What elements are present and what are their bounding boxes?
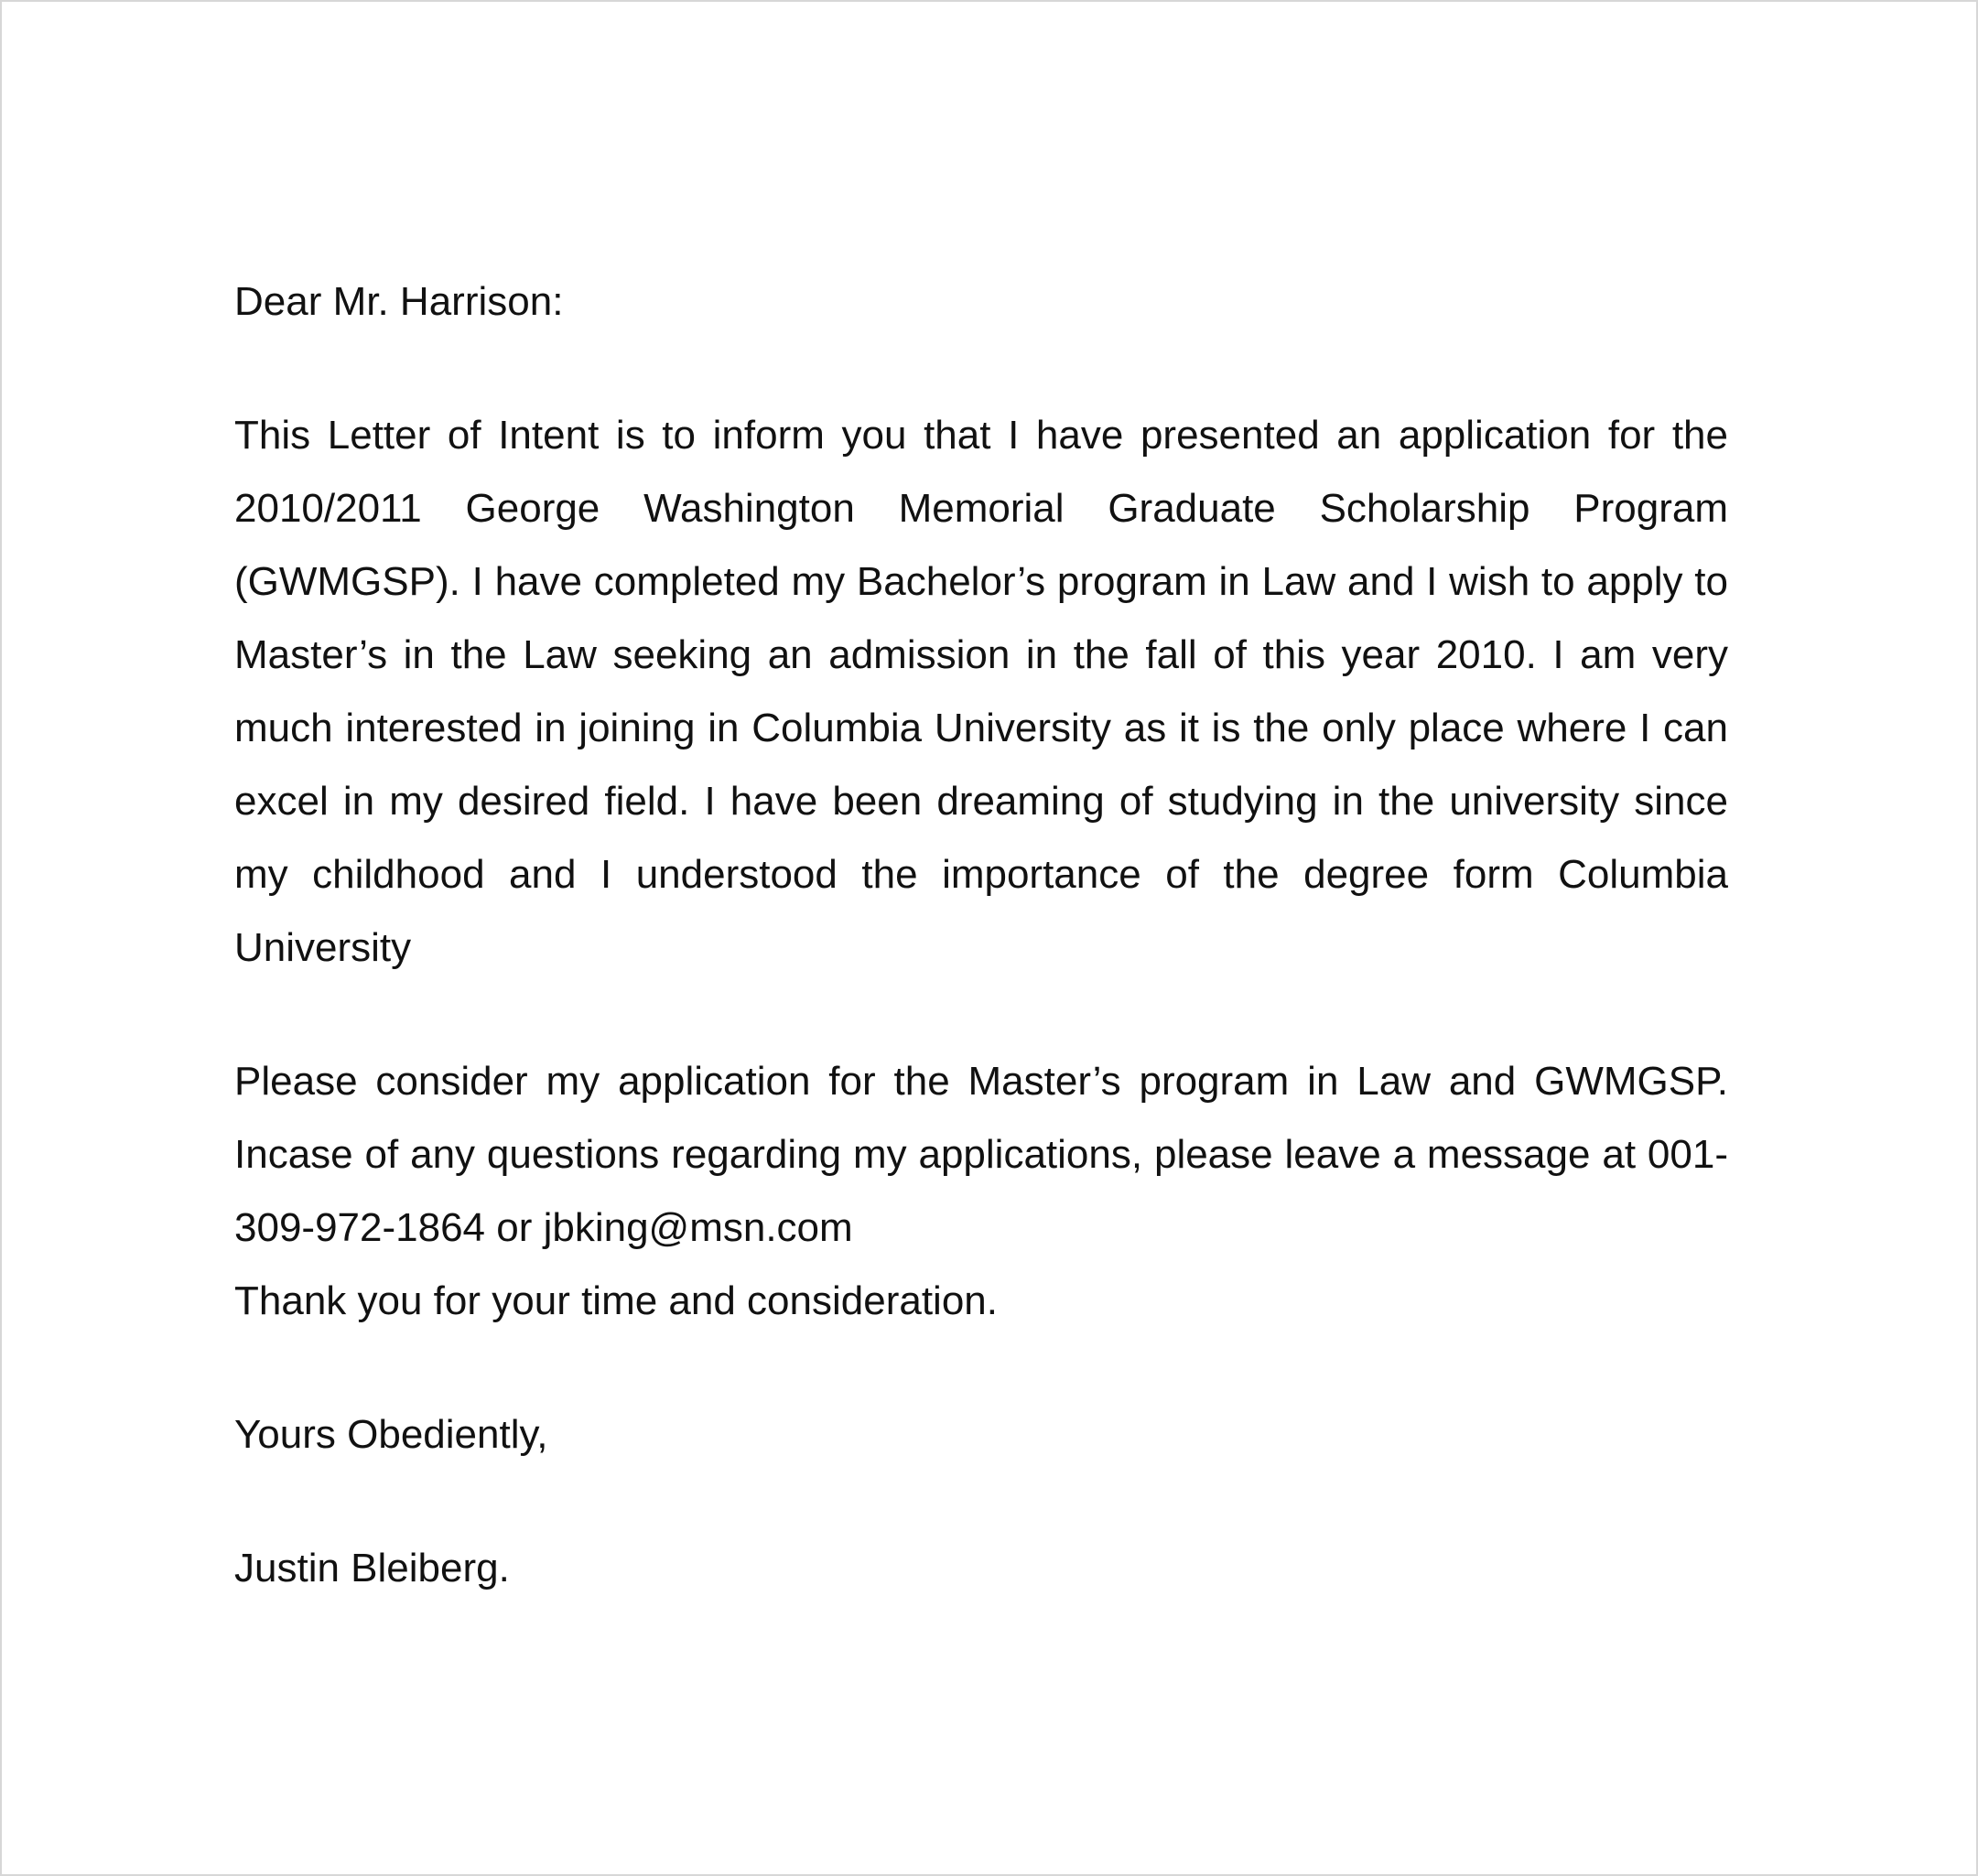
salutation: Dear Mr. Harrison:: [234, 279, 564, 324]
closing: Yours Obediently,: [234, 1412, 548, 1457]
paragraph-intent: This Letter of Intent is to inform you that I have presented an application for the 2010/2011 George Washington Memorial Graduate Scholarship Program (GWMGSP). I have completed my Bachelor’s program in Law and I wish to apply to Master’s in the Law seeking an admission in the fall of this year 2010. I am very much interested in joining in Columbia University as it is the only place where I can excel in my desired field. I have been dreaming of studying in the university since my childhood and I understood the importance of the degree form Columbia University: [234, 413, 1728, 970]
paragraph-request: Please consider my application for the Master’s program in Law and GWMGSP. Incase of any questions regarding my applications, please leave a message at 001-309-972-1864 or jbking@msn.com: [234, 1059, 1728, 1250]
signature: Justin Bleiberg.: [234, 1546, 510, 1590]
thanks-line: Thank you for your time and consideration.: [234, 1278, 999, 1323]
letter-body: [234, 265, 1728, 1605]
